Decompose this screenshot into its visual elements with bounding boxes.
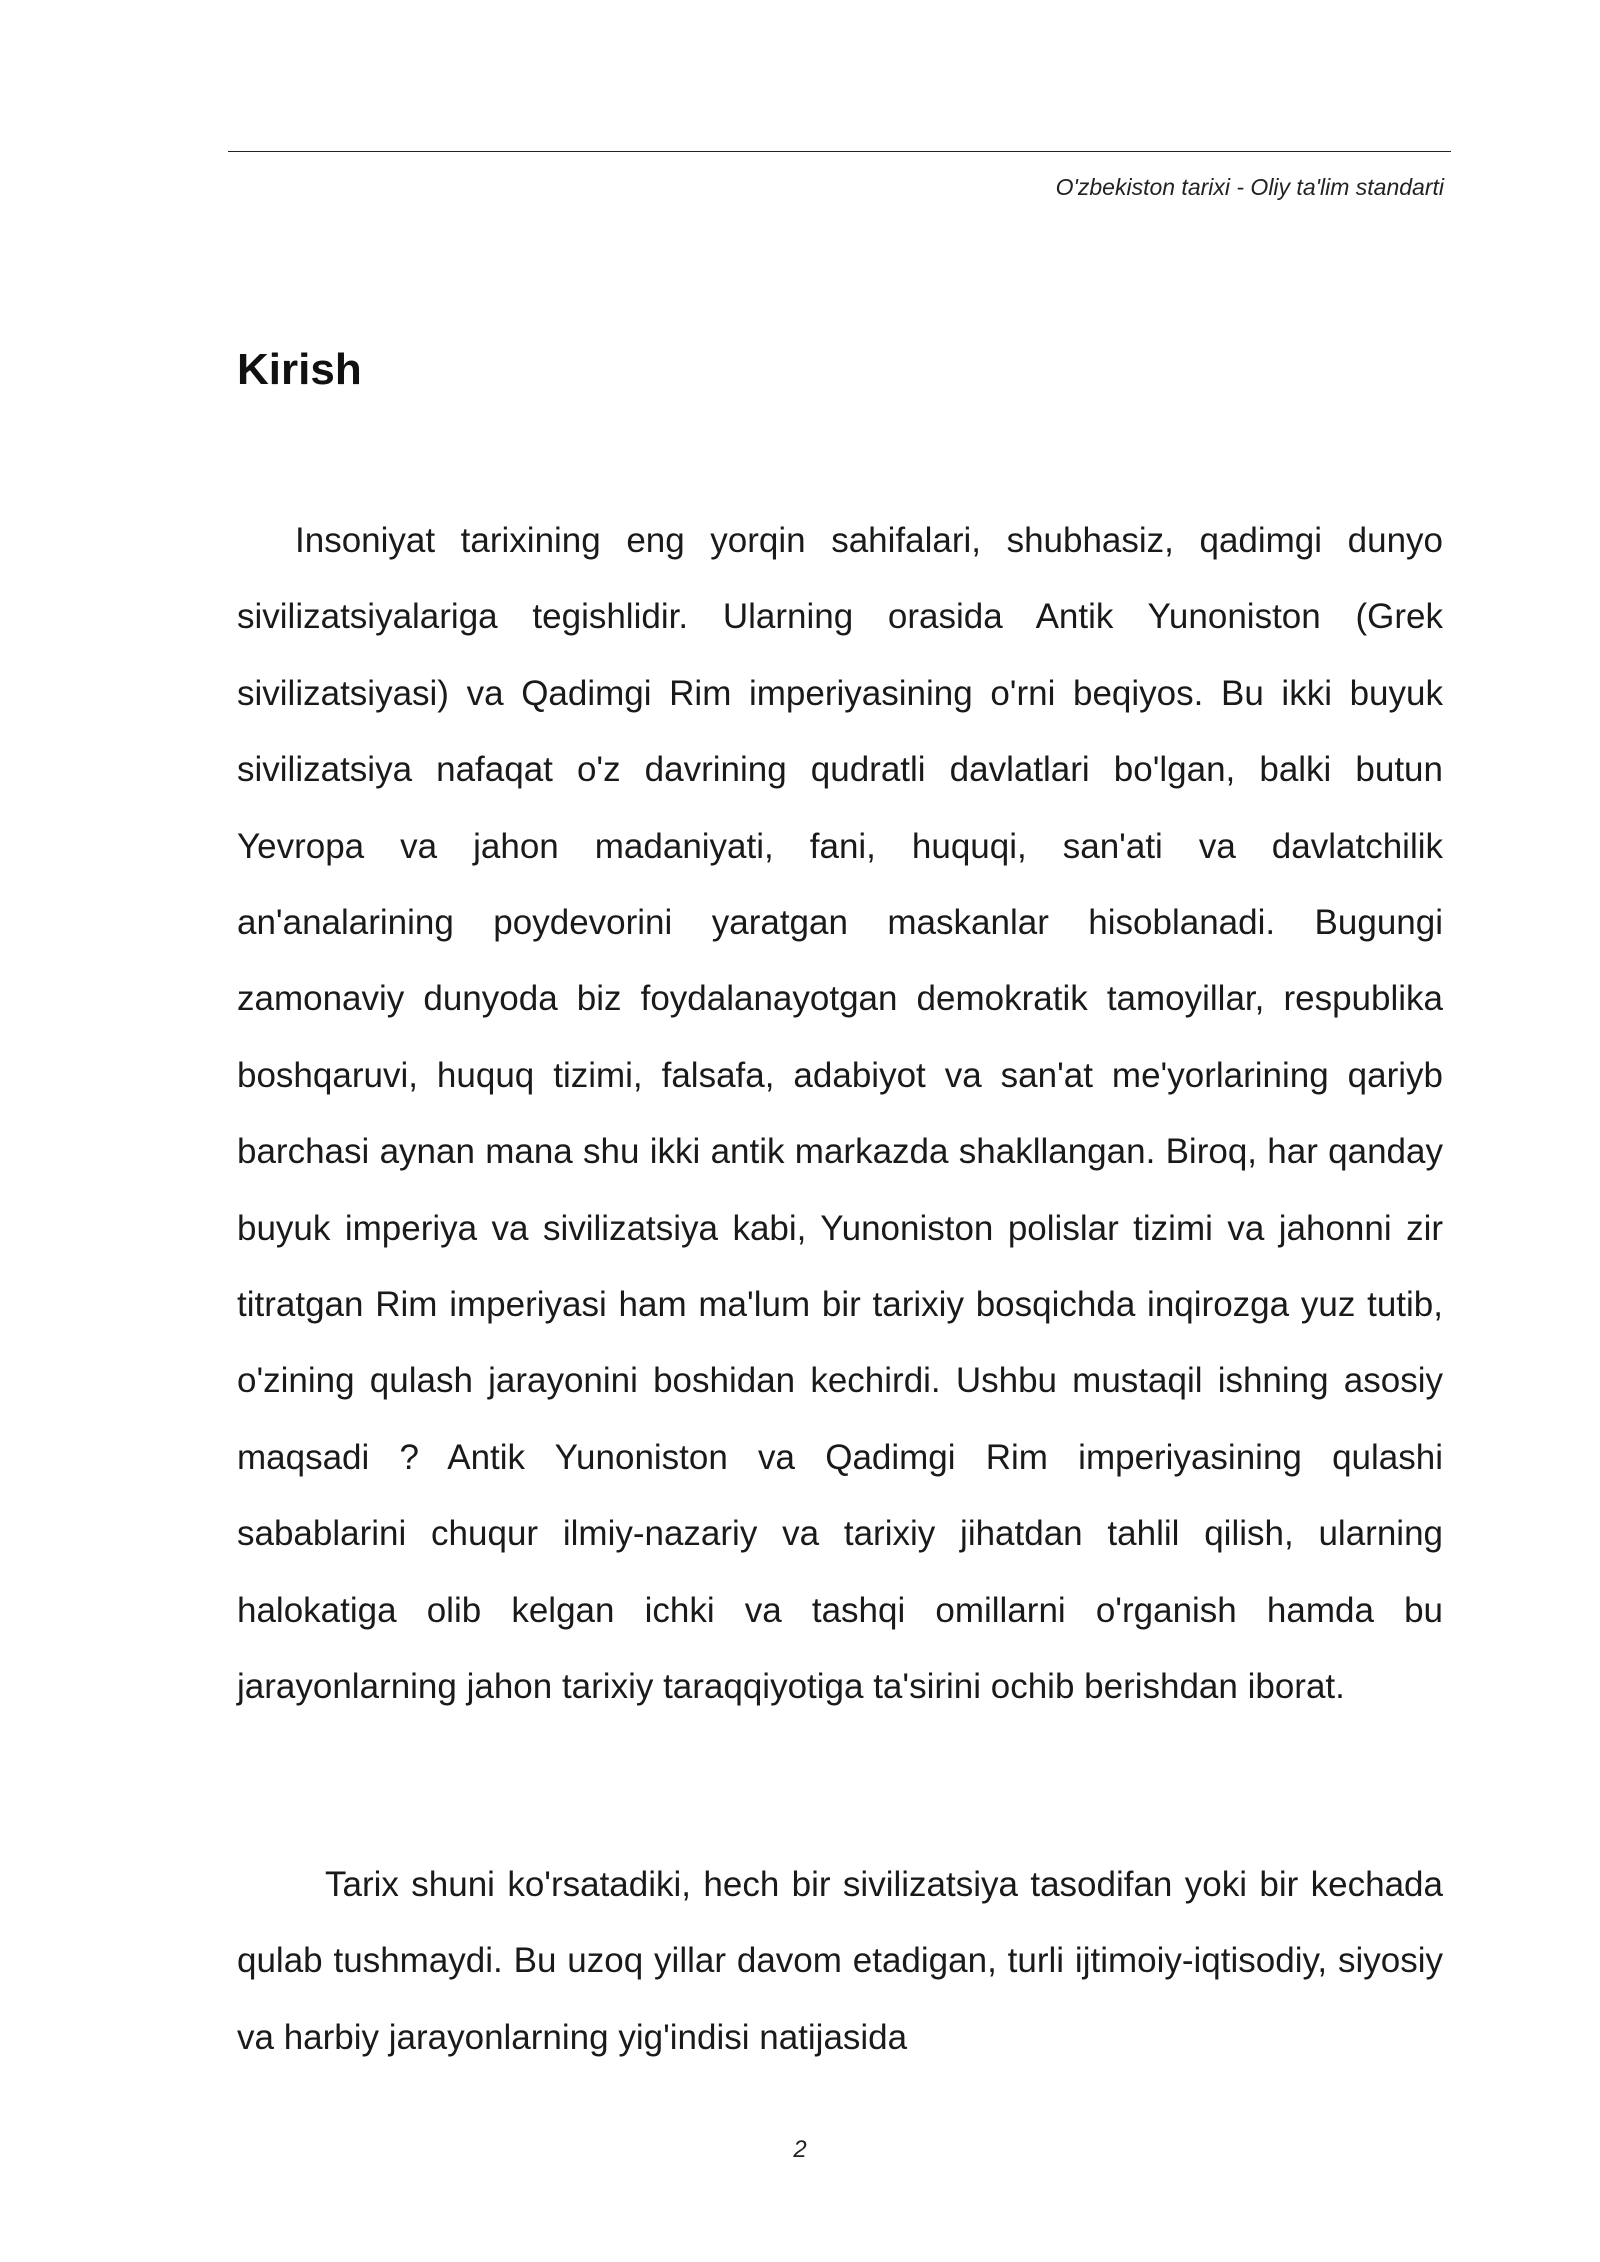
page-number: 2 — [793, 2136, 807, 2163]
header-rule — [228, 151, 1451, 152]
body-paragraph-2: Tarix shuni ko'rsatadiki, hech bir sivilizatsiya tasodifan yoki bir kechada qulab tushmaydi. Bu uzoq yillar davom etadigan, turli ijtimoiy-iqtisodiy, siyosiy va harbiy jarayonlarning yig'indisi natijasida — [237, 1865, 1443, 2057]
section-title: Kirish — [237, 345, 362, 394]
running-header: O'zbekiston tarixi - Oliy ta'lim standarti — [1055, 174, 1444, 200]
body-paragraph-1: Insoniyat tarixining eng yorqin sahifalari, shubhasiz, qadimgi dunyo sivilizatsiyalariga tegishlidir. Ularning orasida Antik Yunoniston (Grek sivilizatsiyasi) va Qadimgi Rim imperiyasining o'rni beqiyos. Bu ikki buyuk sivilizatsiya nafaqat o'z davrining qudratli davlatlari bo'lgan, balki butun Yevropa va jahon madaniyati, fani, huquqi, san'ati va davlatchilik an'analarining poydevorini yaratgan maskanlar hisoblanadi. Bugungi zamonaviy dunyoda biz foydalanayotgan demokratik tamoyillar, respublika boshqaruvi, huquq tizimi, falsafa, adabiyot va san'at me'yorlarining qariyb barchasi aynan mana shu ikki antik markazda shakllangan. Biroq, har qanday buyuk imperiya va sivilizatsiya kabi, Yunoniston polislar tizimi va jahonni zir titratgan Rim imperiyasi ham ma'lum bir tarixiy bosqichda inqirozga yuz tutib, o'zining qulash jarayonini boshidan kechirdi. Ushbu mustaqil ishning asosiy maqsadi ? Antik Yunoniston va Qadimgi Rim imperiyasining qulashi sabablarini chuqur ilmiy-nazariy va tarixiy jihatdan tahlil qilish, ularning halokatiga olib kelgan ichki va tashqi omillarni o'rganish hamda bu jarayonlarning jahon tarixiy taraqqiyotiga ta'sirini ochib berishdan iborat. — [237, 521, 1443, 1707]
